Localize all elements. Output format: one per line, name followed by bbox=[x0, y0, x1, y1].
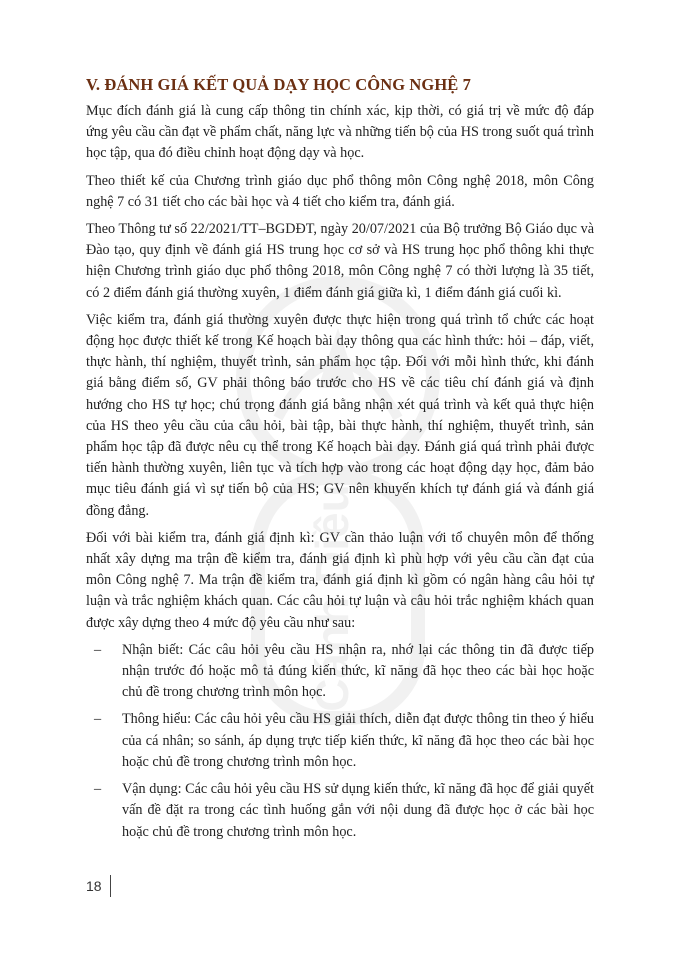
assessment-levels-list bbox=[86, 640, 594, 843]
list-item bbox=[86, 709, 594, 773]
paragraph-program-design: Theo thiết kế của Chương trình giáo dục phổ thông môn Công nghệ 2018, môn Công nghệ 7 có 31 tiết cho các bài học và 4 tiết cho kiểm tra, đánh giá. bbox=[86, 172, 594, 210]
page-content bbox=[86, 75, 594, 849]
paragraph-circular: Theo Thông tư số 22/2021/TT–BGDĐT, ngày 20/07/2021 của Bộ trưởng Bộ Giáo dục và Đào tạo, quy định về đánh giá HS trung học cơ sở và HS trung học phổ thông khi thực hiện Chương trình giáo dục phổ thông 2018, môn Công nghệ 7 có thời lượng là 35 tiết, có 2 điểm đánh giá thường xuyên, 1 điểm đánh giá giữa kì, 1 điểm đánh giá cuối kì. bbox=[86, 221, 594, 301]
paragraph-purpose: Mục đích đánh giá là cung cấp thông tin chính xác, kịp thời, có giá trị về mức độ đáp ứng yêu cầu cần đạt về phẩm chất, năng lực và những tiến bộ của HS trong suốt quá trình học tập, qua đó điều chỉnh hoạt động dạy và học. bbox=[86, 103, 594, 162]
page-footer bbox=[86, 875, 111, 897]
section-heading: V. ĐÁNH GIÁ KẾT QUẢ DẠY HỌC CÔNG NGHỆ 7 bbox=[86, 75, 471, 94]
paragraph-regular-assessment: Việc kiểm tra, đánh giá thường xuyên được thực hiện trong quá trình tổ chức các hoạt động học được thiết kế trong Kế hoạch bài dạy thông qua các hình thức: hỏi – đáp, viết, thực hành, thí nghiệm, thuyết trình, sản phẩm học tập. Đối với mỗi hình thức, khi đánh giá bằng điểm số, GV phải thông báo trước cho HS về các tiêu chí đánh giá và định hướng cho HS tự học; chú trọng đánh giá bằng nhận xét quá trình và kết quả thực hiện của HS theo yêu cầu của câu hỏi, bài tập, bài thực hành, thí nghiệm, thuyết trình, sản phẩm học tập đã được nêu cụ thể trong Kế hoạch bài dạy. Đánh giá quá trình phải được tiến hành thường xuyên, liên tục và tích hợp vào trong các hoạt động dạy học, đảm bảo mục tiêu đánh giá vì sự tiến bộ của HS; GV nên khuyến khích tự đánh giá và đánh giá đồng đẳng. bbox=[86, 311, 594, 519]
list-dash: – bbox=[94, 641, 102, 658]
page-number: 18 bbox=[86, 878, 102, 894]
list-item bbox=[86, 779, 594, 843]
watermark-text: Cánh Diều bbox=[306, 484, 358, 712]
list-dash: – bbox=[94, 781, 102, 798]
list-item bbox=[86, 640, 594, 704]
level-recognition: Nhận biết: Các câu hỏi yêu cầu HS nhận ra, nhớ lại các thông tin đã được tiếp nhận trước đó hoặc mô tả đúng kiến thức, kĩ năng đã học theo các bài học hoặc chủ đề trong chương trình môn học. bbox=[122, 641, 594, 701]
footer-divider bbox=[110, 875, 112, 897]
level-application: Vận dụng: Các câu hỏi yêu cầu HS sử dụng kiến thức, kĩ năng đã học để giải quyết vấn đề đặt ra trong các tình huống gắn với nội dung đã được học ở các bài học hoặc chủ đề trong chương trình môn học. bbox=[122, 781, 594, 840]
level-comprehension: Thông hiểu: Các câu hỏi yêu cầu HS giải thích, diễn đạt được thông tin theo ý hiểu của cá nhân; so sánh, áp dụng trực tiếp kiến thức, kĩ năng đã học theo các bài học hoặc chủ đề trong chương trình môn học. bbox=[122, 711, 594, 770]
paragraph-periodic-assessment: Đối với bài kiểm tra, đánh giá định kì: GV cần thảo luận với tổ chuyên môn để thống nhất xây dựng ma trận đề kiểm tra, đánh giá định kì phù hợp với yêu cầu cần đạt của môn Công nghệ 7. Ma trận đề kiểm tra, đánh giá định kì gồm có ngân hàng câu hỏi tự luận và trắc nghiệm khách quan. Các câu hỏi tự luận và câu hỏi trắc nghiệm khách quan được xây dựng theo 4 mức độ yêu cầu như sau: bbox=[86, 529, 594, 631]
list-dash: – bbox=[94, 711, 102, 728]
